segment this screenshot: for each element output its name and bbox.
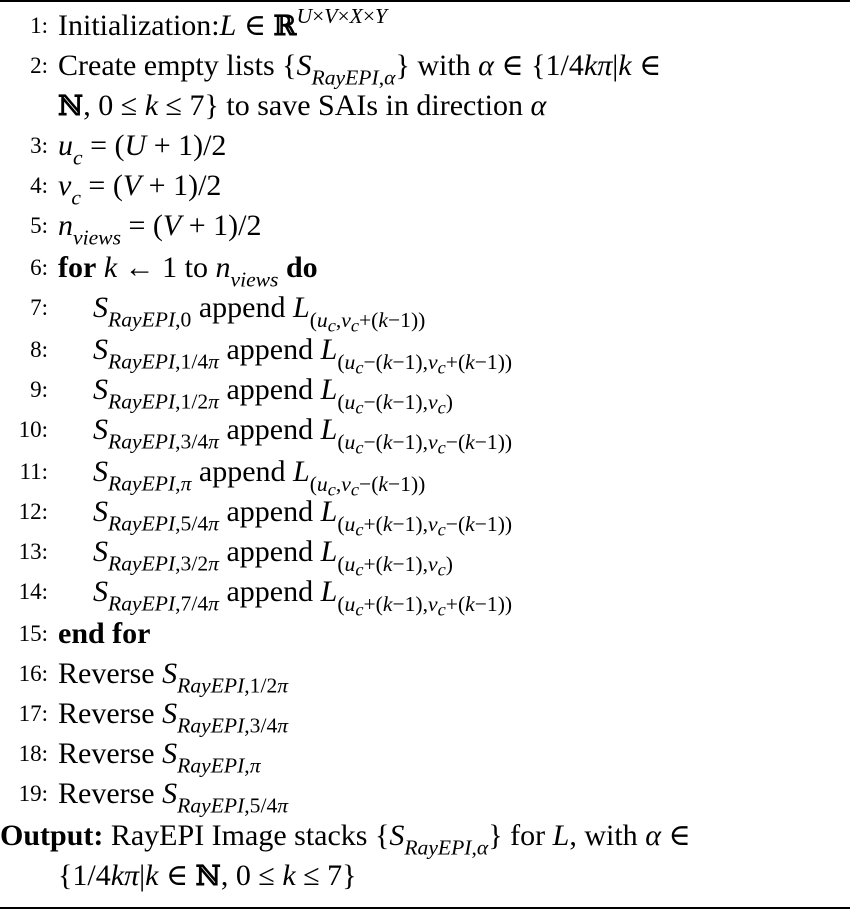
algorithm-line bbox=[0, 774, 850, 818]
line-number: 1: bbox=[30, 13, 48, 38]
line-number: 2: bbox=[30, 53, 48, 78]
algorithm-line bbox=[0, 734, 850, 778]
algorithm-line bbox=[0, 856, 850, 896]
line-content: Reverse $S_{RayEPI,3/4\pi}$ bbox=[58, 697, 289, 738]
algorithm-line bbox=[0, 370, 850, 418]
line-content: Create empty lists $\{S_{RayEPI,\alpha}\}$ with α ∈ {1/4kπ|k ∈ bbox=[58, 49, 662, 90]
algorithm-line bbox=[0, 614, 850, 654]
algorithm-line bbox=[0, 6, 850, 46]
line-number: 12: bbox=[18, 499, 48, 524]
algorithm-line bbox=[0, 46, 850, 90]
algorithm-line bbox=[0, 694, 850, 738]
line-content: $S_{RayEPI,3/4\pi}$ append $L_{(u_c-(k-1),v_c-(k-1))}$ bbox=[93, 413, 513, 458]
line-content: {1/4kπ|k ∈ ℕ, 0 ≤ k ≤ 7} bbox=[58, 859, 357, 892]
top-rule bbox=[0, 0, 850, 2]
line-number: 18: bbox=[18, 741, 48, 766]
algorithm-line bbox=[0, 166, 850, 210]
bottom-rule bbox=[0, 907, 850, 909]
line-number: 9: bbox=[30, 377, 48, 402]
line-number: 17: bbox=[18, 701, 48, 726]
algorithm-line bbox=[0, 572, 850, 620]
line-number: 10: bbox=[18, 417, 48, 442]
line-number: 7: bbox=[30, 295, 48, 320]
line-number: 14: bbox=[18, 579, 48, 604]
line-number: 11: bbox=[19, 459, 48, 484]
algorithm-line bbox=[0, 492, 850, 540]
line-content: $S_{RayEPI,0}$ append $L_{(u_c,v_c+(k-1))}$ bbox=[93, 291, 426, 336]
algorithm-line bbox=[0, 330, 850, 378]
algorithm-line bbox=[0, 126, 850, 170]
line-content: $v_c = (V + 1)/2$ bbox=[58, 169, 222, 210]
line-content: $S_{RayEPI,\pi}$ append $L_{(u_c,v_c-(k-1))}$ bbox=[93, 455, 426, 500]
line-number: 5: bbox=[30, 213, 48, 238]
line-content: ℕ, 0 ≤ k ≤ 7} to save SAIs in direction α bbox=[58, 89, 547, 122]
line-number: 13: bbox=[18, 539, 48, 564]
line-content: Reverse $S_{RayEPI,1/2\pi}$ bbox=[58, 657, 289, 698]
line-content: $S_{RayEPI,5/4\pi}$ append $L_{(u_c+(k-1),v_c-(k-1))}$ bbox=[93, 495, 513, 540]
algorithm-line bbox=[0, 206, 850, 250]
line-number: 19: bbox=[18, 781, 48, 806]
algorithm-line bbox=[0, 86, 850, 126]
line-content: $n_{views} = (V + 1)/2$ bbox=[58, 209, 262, 250]
line-content: $S_{RayEPI,7/4\pi}$ append $L_{(u_c+(k-1),v_c+(k-1))}$ bbox=[93, 575, 513, 620]
algorithm-line bbox=[0, 816, 850, 860]
line-number: 3: bbox=[30, 133, 48, 158]
line-content: $S_{RayEPI,1/4\pi}$ append $L_{(u_c-(k-1),v_c+(k-1))}$ bbox=[93, 333, 513, 378]
line-number: 6: bbox=[30, 255, 48, 280]
output-statement: Output: RayEPI Image stacks $\{S_{RayEPI,\alpha}\}$ for L, with α ∈ bbox=[0, 819, 691, 860]
algorithm-line bbox=[0, 248, 850, 292]
line-content: $S_{RayEPI,1/2\pi}$ append $L_{(u_c-(k-1),v_c)}$ bbox=[93, 373, 453, 418]
algorithm-line bbox=[0, 452, 850, 500]
line-number: 15: bbox=[18, 621, 48, 646]
line-content: $u_c = (U + 1)/2$ bbox=[58, 129, 227, 170]
line-number: 4: bbox=[30, 173, 48, 198]
line-content: for k ← 1 to $n_{views}$ do bbox=[58, 251, 318, 292]
algorithm-line bbox=[0, 532, 850, 580]
line-content: Reverse $S_{RayEPI,5/4\pi}$ bbox=[58, 777, 289, 818]
line-number: 8: bbox=[30, 337, 48, 362]
line-number: 16: bbox=[18, 661, 48, 686]
algorithm-line bbox=[0, 654, 850, 698]
line-content: Initialization:L ∈ ℝ$^{U\times V\times X\times Y}$ bbox=[58, 4, 388, 42]
line-content: end for bbox=[58, 617, 151, 650]
algorithm-line bbox=[0, 288, 850, 336]
line-content: Reverse $S_{RayEPI,\pi}$ bbox=[58, 737, 261, 778]
line-content: $S_{RayEPI,3/2\pi}$ append $L_{(u_c+(k-1),v_c)}$ bbox=[93, 535, 453, 580]
algorithm-line bbox=[0, 410, 850, 458]
